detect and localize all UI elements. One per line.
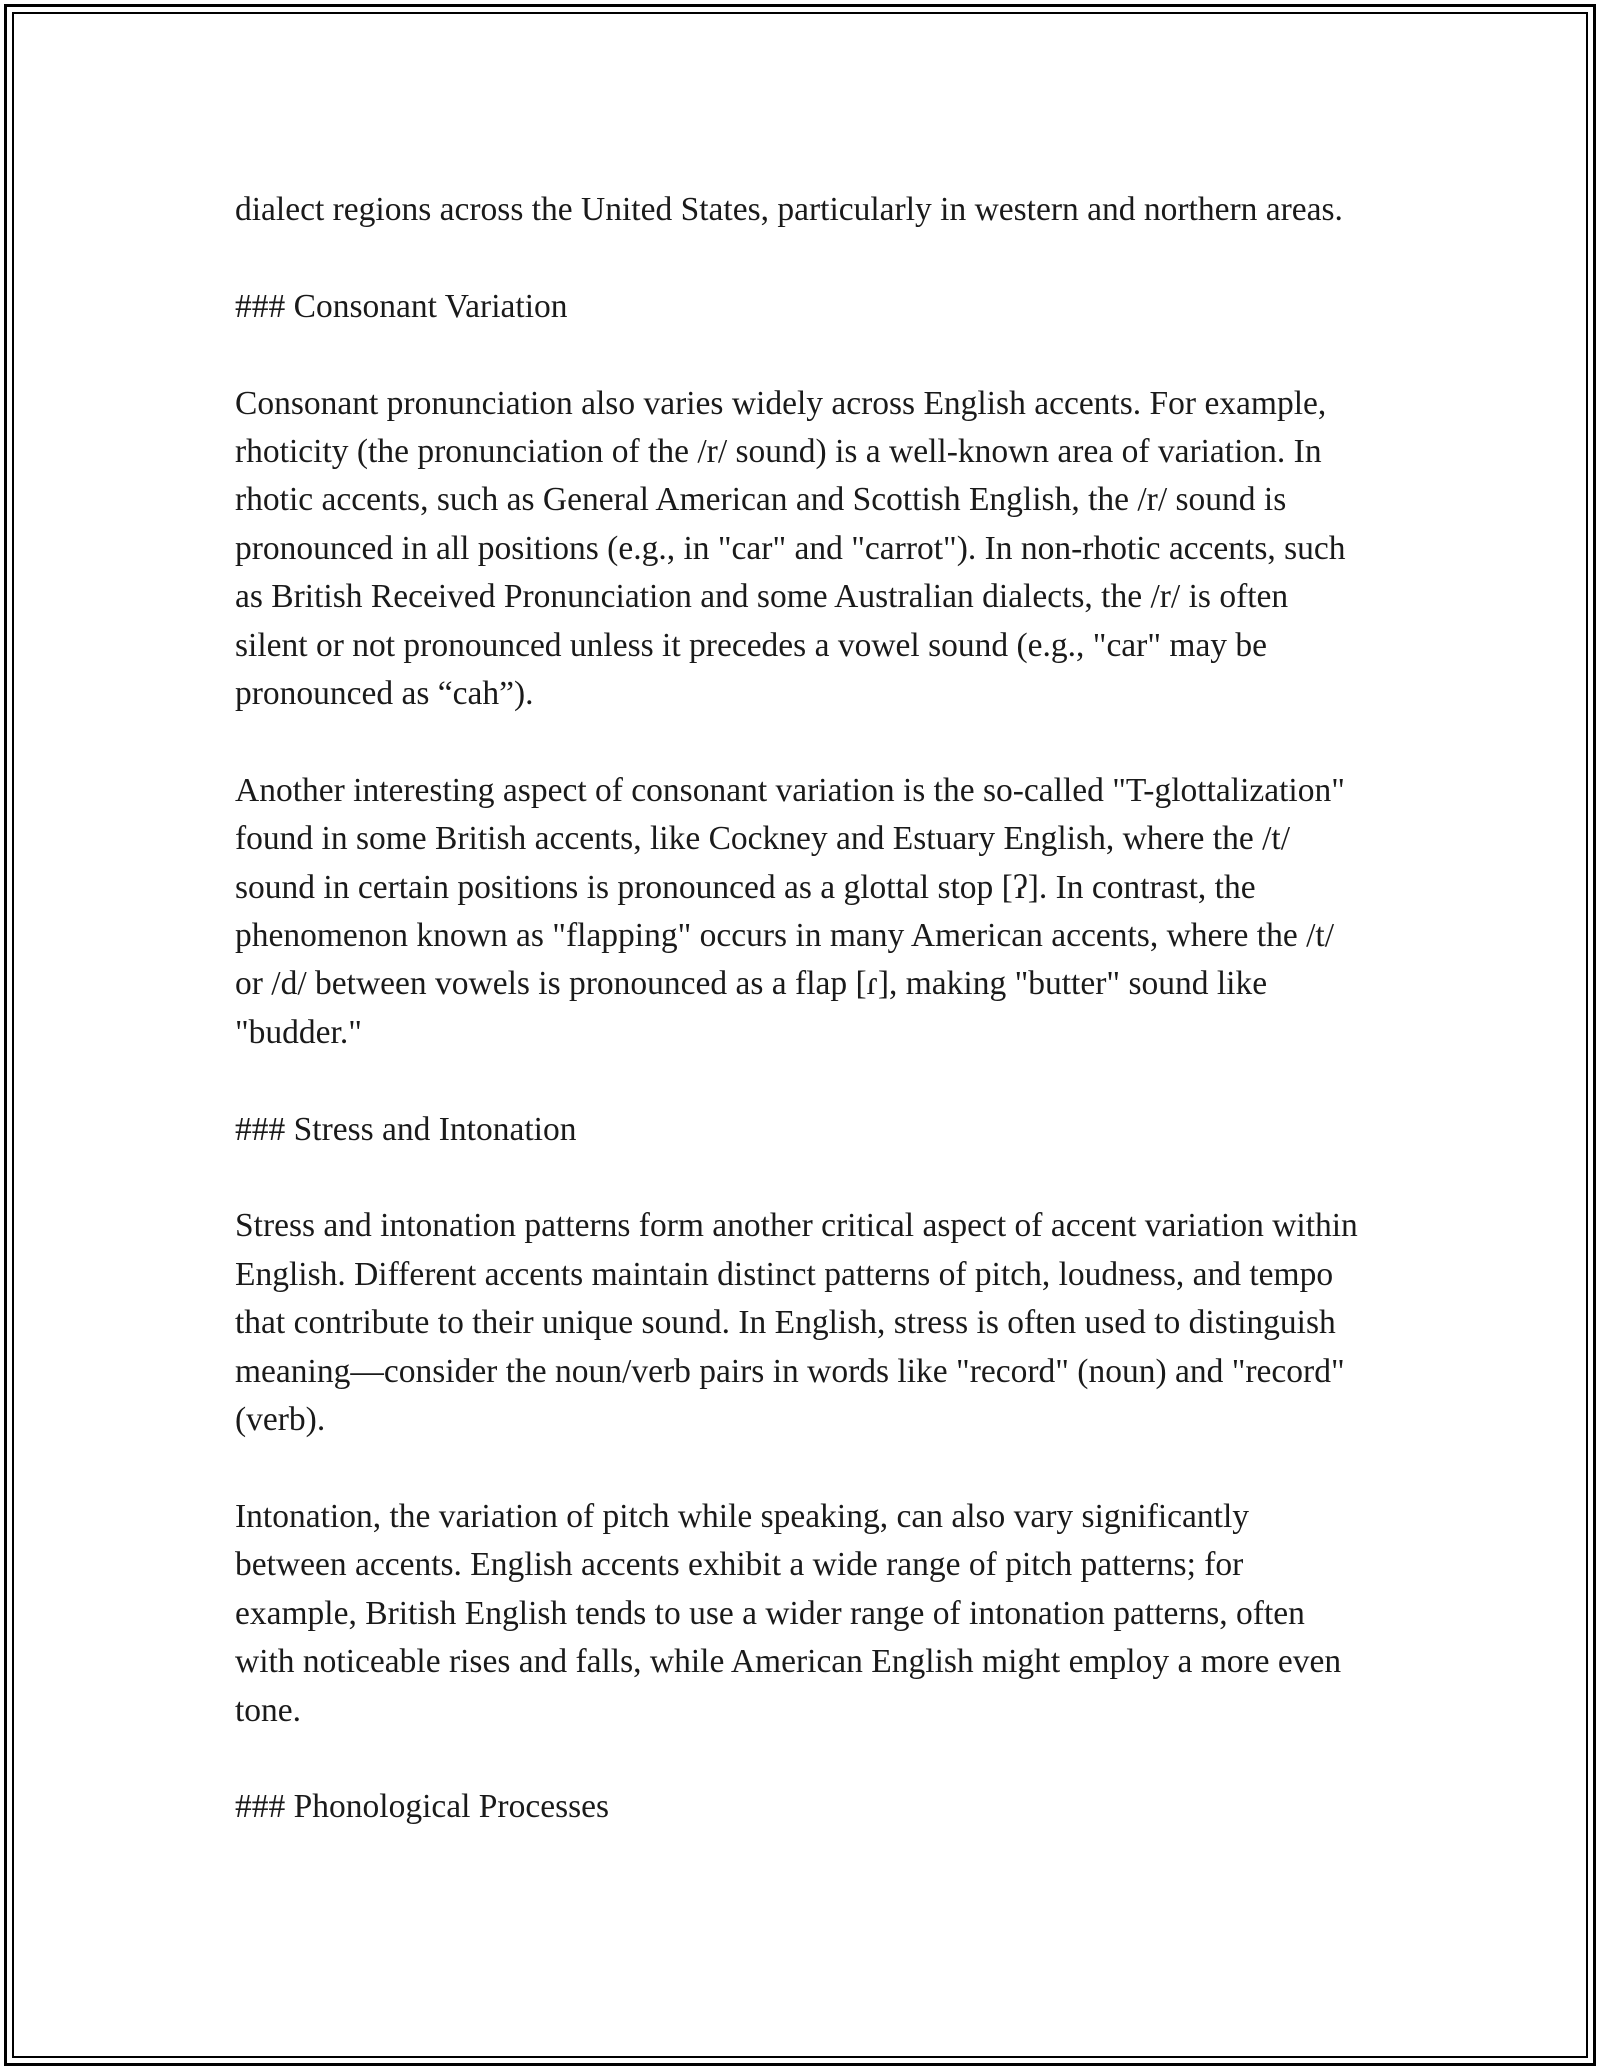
paragraph-t-glottalization: Another interesting aspect of consonant variation is the so-called "T-glottalization" found in some British accents, like Cockney and Estuary English, where the /t/ sound in certain positions is pronounced as a glottal stop [ʔ]. In contrast, the phenomenon known as "flapping" occurs in many American accents, where the /t/ or /d/ between vowels is pronounced as a flap [ɾ], making "butter" sound like "budder." — [235, 771, 1345, 1051]
heading-stress-and-intonation: ### Stress and Intonation — [235, 1110, 577, 1148]
heading-consonant-variation: ### Consonant Variation — [235, 287, 568, 325]
paragraph-stress-patterns: Stress and intonation patterns form another critical aspect of accent variation within English. Different accents maintain distinct patterns of pitch, loudness, and tempo that contribute to their unique sound. In English, stress is often used to distinguish meaning—consider the noun/verb pairs in words like "record" (noun) and "record" (verb). — [235, 1207, 1358, 1439]
paragraph-dialect-regions: dialect regions across the United States, particularly in western and northern areas. — [235, 191, 1343, 228]
heading-phonological-processes: ### Phonological Processes — [235, 1788, 610, 1826]
paragraph-intonation: Intonation, the variation of pitch while speaking, can also vary significantly between accents. English accents exhibit a wide range of pitch patterns; for example, British English tends to use a wider range of intonation patterns, often with noticeable rises and falls, while American English might employ a more even tone. — [235, 1497, 1342, 1729]
document-body — [235, 186, 1365, 1832]
paragraph-rhoticity: Consonant pronunciation also varies widely across English accents. For example, rhoticity (the pronunciation of the /r/ sound) is a well-known area of variation. In rhotic accents, such as General American and Scottish English, the /r/ sound is pronounced in all positions (e.g., in "car" and "carrot"). In non-rhotic accents, such as British Received Pronunciation and some Australian dialects, the /r/ is often silent or not pronounced unless it precedes a vowel sound (e.g., "car" may be pronounced as “cah”). — [235, 384, 1346, 713]
